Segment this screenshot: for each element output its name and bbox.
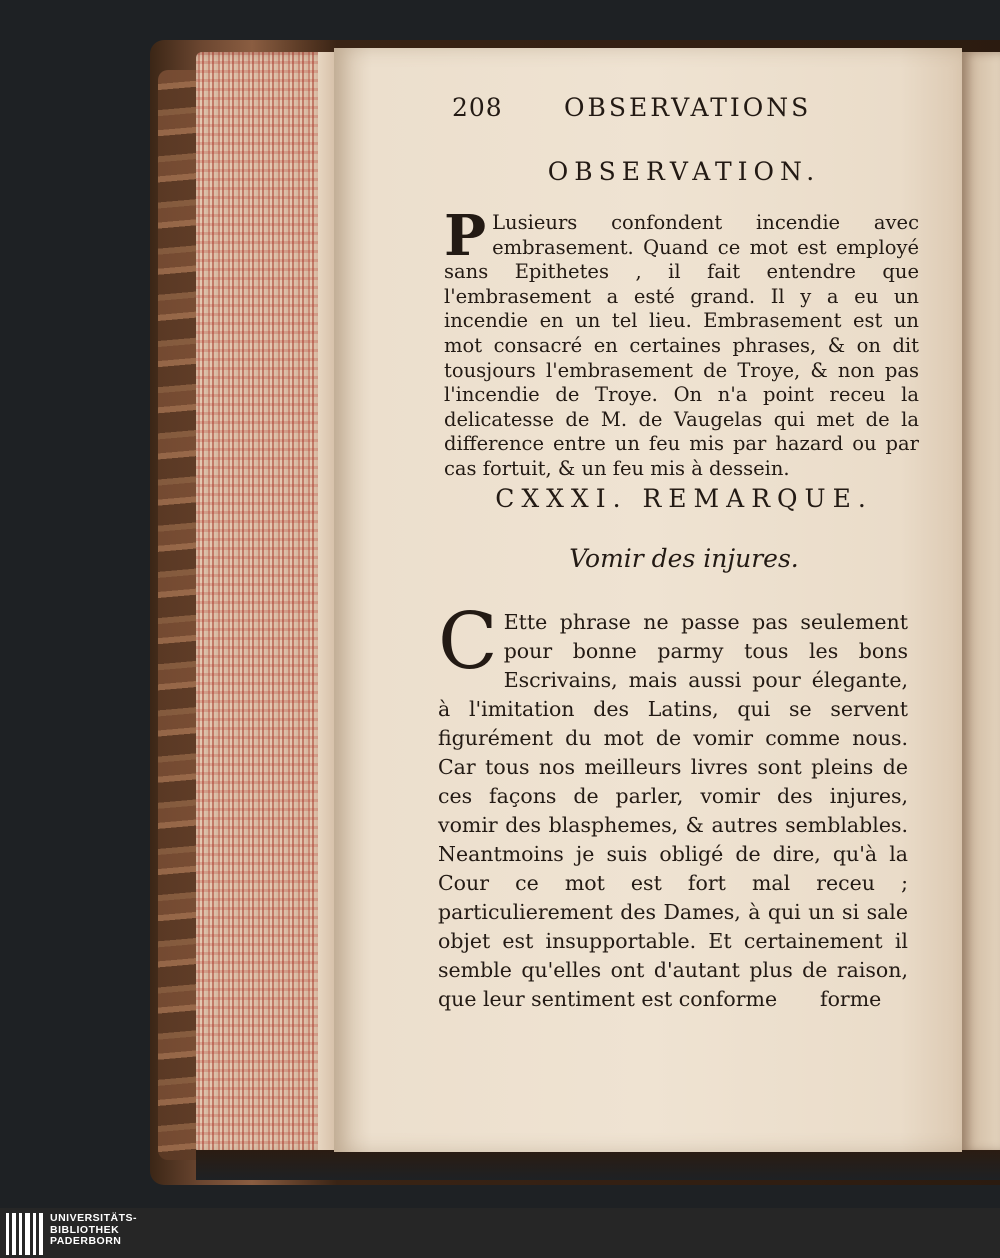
page-number: 208 bbox=[452, 93, 503, 122]
library-logo-text bbox=[50, 1213, 137, 1248]
page-edges bbox=[196, 52, 334, 1154]
observation-dropcap: P bbox=[444, 203, 487, 269]
remarque-heading: CXXXI. REMARQUE. bbox=[495, 484, 873, 513]
remarque-text: Ette phrase ne passe pas seulement pour bonne parmy tous les bons Escrivains, mais aussi pour élegante, à l'imitation des Latins, qui se servent figurément du mot de vomir comme nous. Car tous nos meilleurs livres sont pleins de ces façons de parler, vomir des injures, vomir des blasphemes, & autres semblables. Neantmoins je suis obligé de dire, qu'à la Cour ce mot est fort mal receu ; particulierement des Dames, à qui un si sale objet est insupportable. Et certainement il semble qu'elles ont d'autant plus de raison, que leur sentiment est conforme bbox=[438, 610, 908, 1011]
remarque-dropcap: C bbox=[438, 597, 498, 687]
book-spine bbox=[158, 70, 196, 1160]
logo-line-1: UNIVERSITÄTS- bbox=[50, 1212, 138, 1224]
library-footer bbox=[0, 1208, 1000, 1258]
logo-line-3: PADERBORN bbox=[50, 1235, 122, 1247]
remarque-title: Vomir des injures. bbox=[569, 544, 799, 573]
remarque-body bbox=[438, 597, 908, 1014]
observation-text: Lusieurs confondent incendie avec embrasement. Quand ce mot est employé sans Epithetes , il fait entendre que l'embrasement a esté grand. Il y a eu un incendie en un tel lieu. Embrasement est un mot consacré en certaines phrases, & on dit tousjours l'embrasement de Troye, & non pas l'incendie de Troye. On n'a point receu la delicatesse de M. de Vaugelas qui met de la difference entre un feu mis par hazard ou par cas fortuit, & un feu mis à dessein. bbox=[444, 211, 919, 480]
running-head: OBSERVATIONS bbox=[564, 93, 812, 122]
catchword: forme bbox=[820, 987, 882, 1011]
book-bottom-shadow bbox=[196, 1150, 1000, 1180]
page-header bbox=[452, 93, 842, 133]
library-logo-icon bbox=[6, 1213, 44, 1255]
observation-heading: OBSERVATION. bbox=[547, 157, 821, 186]
facing-page-edge bbox=[962, 52, 1000, 1152]
observation-body bbox=[444, 203, 919, 482]
logo-line-2: BIBLIOTHEK bbox=[50, 1223, 120, 1236]
